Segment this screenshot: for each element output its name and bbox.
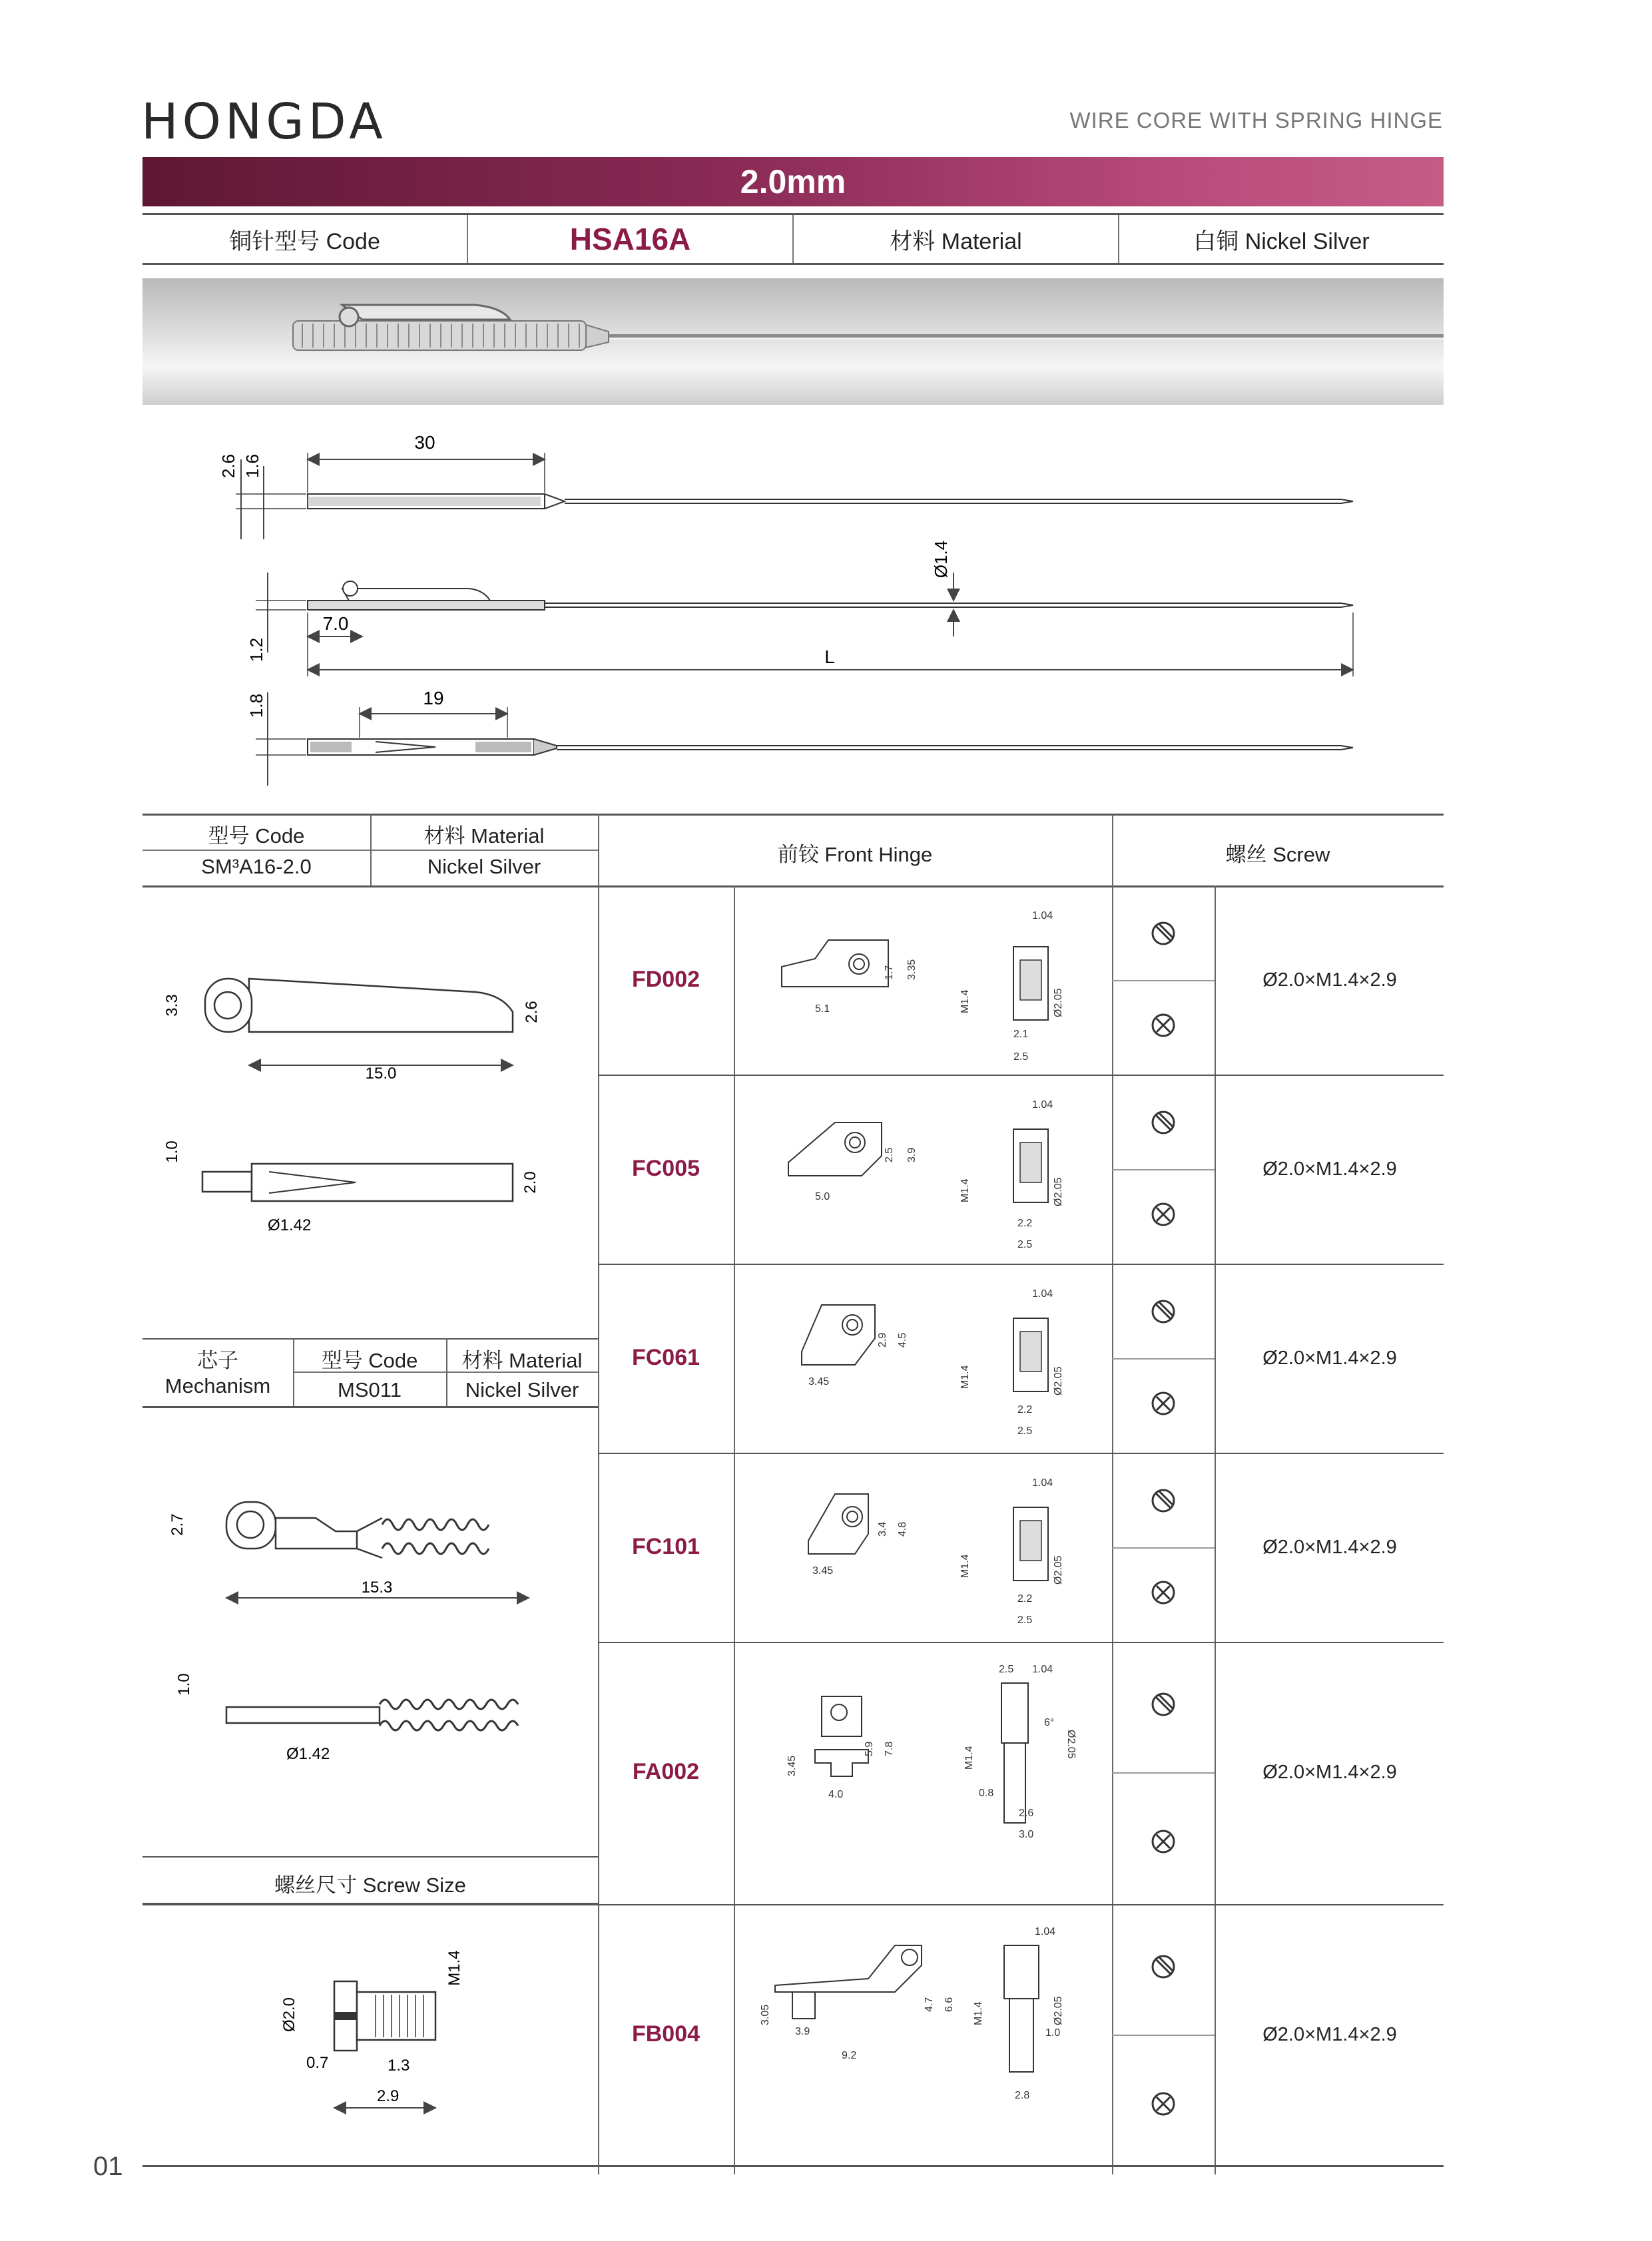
svg-text:3.35: 3.35 xyxy=(906,959,918,980)
row-screw-spec-1: Ø2.0×M1.4×2.9 xyxy=(1262,969,1397,991)
svg-text:4.7: 4.7 xyxy=(924,1997,935,2012)
mechanism-bottom-border xyxy=(142,1406,598,1408)
svg-text:2.5: 2.5 xyxy=(884,1147,895,1162)
svg-text:1.04: 1.04 xyxy=(1032,1288,1053,1300)
slotted-screw-icon xyxy=(1153,923,1174,944)
screw-size-drawing xyxy=(142,1908,598,2174)
dim-hinge-height: 3.3 xyxy=(163,994,181,1017)
svg-text:1.7: 1.7 xyxy=(884,965,895,980)
dim-screw-thread-length: 1.3 xyxy=(388,2057,410,2075)
product-photo xyxy=(142,278,1444,405)
dim-wire-diameter: Ø1.4 xyxy=(931,540,951,579)
screw-size-top-border xyxy=(142,1856,598,1858)
svg-text:2.2: 2.2 xyxy=(1017,1593,1033,1605)
svg-text:M1.4: M1.4 xyxy=(960,1554,971,1578)
svg-text:M1.4: M1.4 xyxy=(960,1365,971,1389)
svg-text:2.5: 2.5 xyxy=(1017,1425,1033,1437)
dim-side-height: 1.2 xyxy=(246,637,266,662)
svg-text:2.8: 2.8 xyxy=(1015,2090,1030,2101)
hinge-material-value: Nickel Silver xyxy=(427,855,541,878)
screw-size-label: 螺丝尺寸 Screw Size xyxy=(274,1873,466,1897)
dim-height-a: 2.6 xyxy=(218,453,238,479)
row-code-fd002: FD002 xyxy=(631,967,700,992)
svg-text:3.0: 3.0 xyxy=(1019,1829,1034,1840)
slotted-screw-icon xyxy=(1153,1301,1174,1322)
svg-text:Ø2.05: Ø2.05 xyxy=(1053,1177,1064,1206)
svg-text:M1.4: M1.4 xyxy=(964,1746,975,1770)
svg-text:5.9: 5.9 xyxy=(864,1741,875,1756)
svg-text:Ø2.05: Ø2.05 xyxy=(1053,1996,1064,2025)
svg-text:2.6: 2.6 xyxy=(1019,1808,1034,1819)
svg-text:2.2: 2.2 xyxy=(1017,1404,1033,1415)
svg-text:2.2: 2.2 xyxy=(1017,1218,1033,1229)
svg-text:3.9: 3.9 xyxy=(795,2026,810,2037)
svg-text:4.8: 4.8 xyxy=(897,1521,908,1537)
dim-body-height: 2.0 xyxy=(521,1171,539,1194)
slotted-screw-icon xyxy=(1153,1694,1174,1715)
slotted-screw-icon xyxy=(1153,1956,1174,1977)
mechanism-label-cn: 芯子 xyxy=(197,1349,238,1372)
screw-label: 螺丝 Screw xyxy=(1225,843,1330,866)
mechanism-material-label: 材料 Material xyxy=(461,1349,583,1372)
mechanism-code-label: 型号 Code xyxy=(321,1349,418,1372)
row-screw-spec-5: Ø2.0×M1.4×2.9 xyxy=(1262,1762,1397,1783)
cross-screw-icon xyxy=(1153,1831,1174,1852)
mechanism-drawing xyxy=(142,1418,598,1791)
dim-screw-thread: M1.4 xyxy=(445,1950,463,1986)
mechanism-material-value: Nickel Silver xyxy=(465,1378,579,1401)
dim-height-b: 1.6 xyxy=(242,453,262,479)
svg-text:M1.4: M1.4 xyxy=(973,2001,984,2025)
core-technical-drawing xyxy=(142,426,1444,799)
hinge-code-value: SM³A16-2.0 xyxy=(201,855,312,878)
dim-screw-head: Ø2.0 xyxy=(280,1997,298,2033)
screw-head-icons xyxy=(1112,885,1215,2170)
svg-text:3.9: 3.9 xyxy=(906,1147,918,1162)
svg-text:3.45: 3.45 xyxy=(808,1376,830,1387)
svg-text:1.04: 1.04 xyxy=(1032,1099,1053,1111)
dim-screw-head-width: 0.7 xyxy=(306,2054,329,2072)
svg-text:2.5: 2.5 xyxy=(1013,1051,1029,1063)
hinge-code-label: 型号 Code xyxy=(208,824,305,848)
mechanism-label-en: Mechanism xyxy=(164,1374,271,1397)
code-value: HSA16A xyxy=(468,215,794,263)
table-bottom-border xyxy=(142,2165,1444,2167)
size-label: 2.0mm xyxy=(740,163,846,200)
svg-text:9.2: 9.2 xyxy=(842,2050,857,2061)
slotted-screw-icon xyxy=(1153,1112,1174,1133)
svg-text:3.45: 3.45 xyxy=(786,1755,798,1776)
svg-text:3.05: 3.05 xyxy=(760,2004,771,2025)
svg-text:Ø2.05: Ø2.05 xyxy=(1053,1555,1064,1585)
dim-screw-total: 2.9 xyxy=(377,2087,400,2105)
svg-text:4.5: 4.5 xyxy=(897,1332,908,1348)
svg-text:2.5: 2.5 xyxy=(1017,1615,1033,1626)
slotted-screw-icon xyxy=(1153,1490,1174,1511)
document-title: WIRE CORE WITH SPRING HINGE xyxy=(1069,108,1443,132)
svg-text:5.0: 5.0 xyxy=(815,1191,830,1202)
svg-text:3.4: 3.4 xyxy=(877,1521,888,1537)
table-top-border xyxy=(142,814,1444,816)
cross-screw-icon xyxy=(1153,1393,1174,1414)
hinge-material-label: 材料 Material xyxy=(423,824,545,848)
svg-text:1.04: 1.04 xyxy=(1032,1477,1053,1489)
svg-text:3.45: 3.45 xyxy=(812,1565,834,1577)
hinge-fc005-drawing xyxy=(788,1099,1064,1250)
material-label: 材料 Material xyxy=(794,215,1119,263)
code-label: 铜针型号 Code xyxy=(142,215,468,263)
svg-text:6.6: 6.6 xyxy=(944,1997,955,2012)
dim-hinge-tail: 2.6 xyxy=(523,1001,541,1023)
svg-text:Ø2.05: Ø2.05 xyxy=(1065,1730,1077,1759)
spec-bar xyxy=(142,213,1444,265)
hinge-fc061-drawing xyxy=(802,1288,1064,1437)
svg-text:1.04: 1.04 xyxy=(1035,1926,1056,1937)
dim-mechanism-length: 15.3 xyxy=(361,1579,393,1597)
size-band xyxy=(142,157,1444,206)
wire-core-photo-illustration xyxy=(142,278,1444,405)
hinge-fa002-drawing xyxy=(786,1664,1077,1840)
row-code-fc101: FC101 xyxy=(631,1534,700,1559)
dim-mechanism-height: 2.7 xyxy=(168,1513,186,1536)
dim-bottom-height: 1.8 xyxy=(246,693,266,718)
row-screw-spec-4: Ø2.0×M1.4×2.9 xyxy=(1262,1537,1397,1558)
svg-text:Ø2.05: Ø2.05 xyxy=(1053,1366,1064,1395)
svg-text:0.8: 0.8 xyxy=(979,1788,994,1799)
svg-text:5.1: 5.1 xyxy=(815,1003,830,1015)
cross-screw-icon xyxy=(1153,2093,1174,2115)
svg-text:2.1: 2.1 xyxy=(1013,1029,1029,1040)
row-code-fb004: FB004 xyxy=(631,2021,700,2047)
dim-mechanism-pin: 1.0 xyxy=(175,1673,193,1696)
cross-screw-icon xyxy=(1153,1015,1174,1036)
dim-pin-diameter: Ø1.42 xyxy=(268,1216,312,1234)
svg-text:6°: 6° xyxy=(1044,1717,1055,1728)
dim-slot-length: 19 xyxy=(423,688,444,708)
mechanism-code-value: MS011 xyxy=(338,1378,402,1401)
dim-hinge-length: 15.0 xyxy=(365,1065,397,1083)
dim-offset: 7.0 xyxy=(322,613,349,634)
hinge-fc101-drawing xyxy=(808,1477,1064,1626)
hinge-drawing xyxy=(142,892,598,1265)
svg-text:Ø2.05: Ø2.05 xyxy=(1053,988,1064,1017)
dim-mechanism-diameter: Ø1.42 xyxy=(286,1745,330,1763)
svg-text:4.0: 4.0 xyxy=(828,1789,844,1800)
svg-text:2.9: 2.9 xyxy=(877,1332,888,1348)
dim-pin-height: 1.0 xyxy=(163,1140,181,1163)
cross-screw-icon xyxy=(1153,1582,1174,1603)
mechanism-top-border xyxy=(142,1338,598,1340)
svg-text:1.04: 1.04 xyxy=(1032,1664,1053,1675)
front-hinge-label: 前铰 Front Hinge xyxy=(777,843,933,866)
svg-text:M1.4: M1.4 xyxy=(960,989,971,1013)
row-code-fa002: FA002 xyxy=(632,1759,700,1784)
dim-total-length: L xyxy=(824,646,835,667)
hinge-fb004-drawing xyxy=(760,1926,1064,2101)
page-number: 01 xyxy=(93,2152,123,2181)
table-col-divider-spec xyxy=(1215,885,1216,2174)
svg-text:1.0: 1.0 xyxy=(1045,2027,1061,2039)
material-value: 白铜 Nickel Silver xyxy=(1193,228,1370,254)
svg-text:1.04: 1.04 xyxy=(1032,910,1053,921)
row-screw-spec-3: Ø2.0×M1.4×2.9 xyxy=(1262,1348,1397,1369)
svg-text:2.5: 2.5 xyxy=(1017,1239,1033,1250)
table-col-divider-main xyxy=(598,814,599,2174)
svg-text:7.8: 7.8 xyxy=(884,1741,895,1756)
dim-core-length: 30 xyxy=(414,432,435,453)
svg-text:M1.4: M1.4 xyxy=(960,1178,971,1202)
row-screw-spec-6: Ø2.0×M1.4×2.9 xyxy=(1262,2024,1397,2045)
row-code-fc005: FC005 xyxy=(631,1156,700,1181)
svg-text:2.5: 2.5 xyxy=(999,1664,1014,1675)
brand-logo: HONGDA xyxy=(141,93,387,150)
row-screw-spec-2: Ø2.0×M1.4×2.9 xyxy=(1262,1158,1397,1180)
cross-screw-icon xyxy=(1153,1204,1174,1225)
hinge-fd002-drawing xyxy=(782,910,1064,1063)
row-code-fc061: FC061 xyxy=(631,1345,700,1370)
front-hinge-drawings xyxy=(735,887,1112,2165)
